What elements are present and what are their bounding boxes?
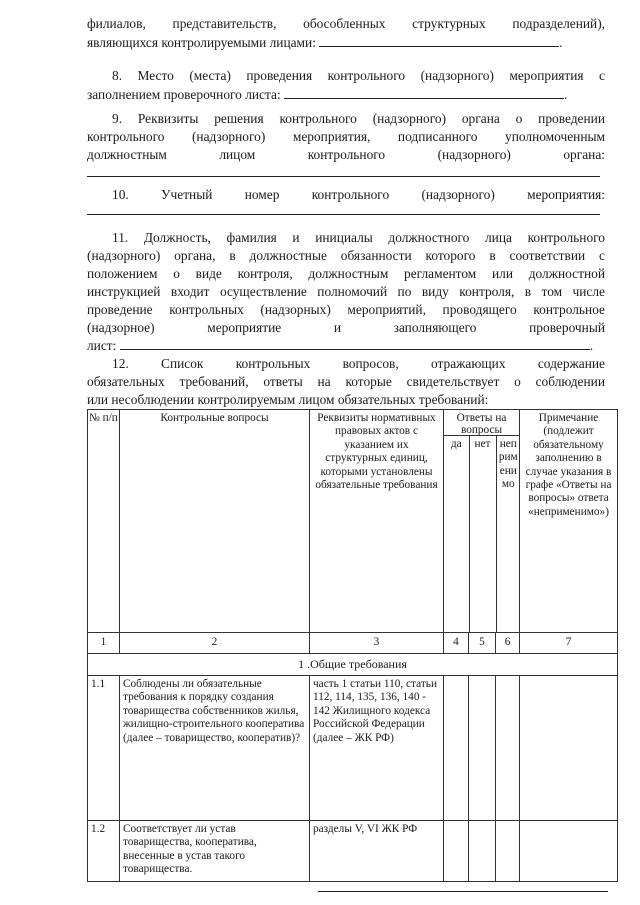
col-number: 7 — [520, 633, 618, 654]
text-line: филиалов, представительств, обособленных структурных подразделений), — [87, 16, 605, 31]
answer-yes-cell[interactable] — [444, 821, 469, 882]
table-row — [88, 821, 618, 882]
answer-na-cell[interactable] — [496, 821, 520, 882]
answer-no-cell[interactable] — [469, 821, 496, 882]
row-num: 1.1 — [88, 676, 120, 821]
text-line: являющихся контролируемыми лицами: . — [87, 35, 563, 50]
header-not-applicable: неприменимо — [498, 438, 518, 491]
column-numbers-row — [88, 633, 618, 654]
header-num: № п/п — [88, 410, 120, 633]
answer-yes-cell[interactable] — [444, 676, 469, 821]
text-line: заполнением проверочного листа: . — [87, 87, 568, 102]
text-line: 12. Список контрольных вопросов, отражающих содержание — [112, 356, 605, 371]
col-number: 6 — [496, 633, 520, 654]
note-cell[interactable] — [520, 676, 618, 821]
fill-in-line — [87, 214, 600, 215]
text-line: 10. Учетный номер контрольного (надзорного) мероприятия: — [112, 187, 605, 202]
row-requisite: разделы V, VI ЖК РФ — [310, 821, 444, 882]
note-cell[interactable] — [520, 821, 618, 882]
fill-in-blank — [319, 34, 559, 47]
text-line: инструкцией входит осуществление полномочий по виду контроля, в том числе — [87, 284, 605, 299]
header-no: нет — [469, 436, 496, 632]
header-note: Примечание (подлежит обязательному заполнению в случае указания в графе «Ответы на вопросы» ответа «неприменимо») — [520, 410, 618, 633]
col-number: 5 — [469, 633, 496, 654]
footer-rule — [318, 891, 608, 892]
text-line: 9. Реквизиты решения контрольного (надзорного) органа о проведении — [112, 111, 605, 126]
text-line: проведение контрольных (надзорных) мероприятий, проводящего контрольное — [87, 302, 605, 317]
row-question: Соблюдены ли обязательные требования к порядку создания товарищества собственников жилья, жилищно-строительного кооператива (далее – товарищество, кооператив)? — [120, 676, 310, 821]
table-row — [88, 676, 618, 821]
row-num: 1.2 — [88, 821, 120, 882]
fill-in-line — [87, 176, 600, 177]
header-yes: да — [444, 436, 469, 632]
text-line: лист: . — [87, 338, 594, 353]
col-number: 3 — [310, 633, 444, 654]
text-line: положением о виде контроля, должностным регламентом или должностной — [87, 266, 605, 281]
answers-title: Ответы на вопросы — [444, 410, 519, 436]
header-answers — [444, 410, 520, 633]
checklist-table — [87, 409, 618, 882]
row-question: Соответствует ли устав товарищества, кооператива, внесенные в устав такого товарищества. — [120, 821, 310, 882]
text-line: (надзорное) мероприятие и заполняющего проверочный — [87, 320, 605, 335]
text-line: или несоблюдении контролируемым лицом обязательных требований: — [87, 392, 489, 407]
col-number: 2 — [120, 633, 310, 654]
col-number: 4 — [444, 633, 469, 654]
row-requisite: часть 1 статьи 110, статьи 112, 114, 135, 136, 140 - 142 Жилищного кодекса Российской Федерации (далее – ЖК РФ) — [310, 676, 444, 821]
section-title: 1 .Общие требования — [88, 654, 618, 676]
text-line: обязательных требований, ответы на которые свидетельствует о соблюдении — [87, 374, 605, 389]
text-line: должностным лицом контрольного (надзорного) органа: — [87, 147, 605, 162]
text-line: 11. Должность, фамилия и инициалы должностного лица контрольного — [112, 230, 605, 245]
fill-in-blank — [284, 86, 564, 99]
fill-in-blank — [120, 337, 590, 350]
text-line: (надзорного) органа, в должностные обязанности которого в соответствии с — [87, 248, 605, 263]
col-number: 1 — [88, 633, 120, 654]
answer-na-cell[interactable] — [496, 676, 520, 821]
answer-no-cell[interactable] — [469, 676, 496, 821]
text-line: 8. Место (места) проведения контрольного (надзорного) мероприятия с — [112, 68, 605, 83]
section-row — [88, 654, 618, 676]
table-header-row — [88, 410, 618, 633]
header-questions: Контрольные вопросы — [120, 410, 310, 633]
text-line: контрольного (надзорного) мероприятия, подписанного уполномоченным — [87, 129, 605, 144]
header-requisites: Реквизиты нормативных правовых актов с указанием их структурных единиц, которыми установлены обязательные требования — [310, 410, 444, 633]
